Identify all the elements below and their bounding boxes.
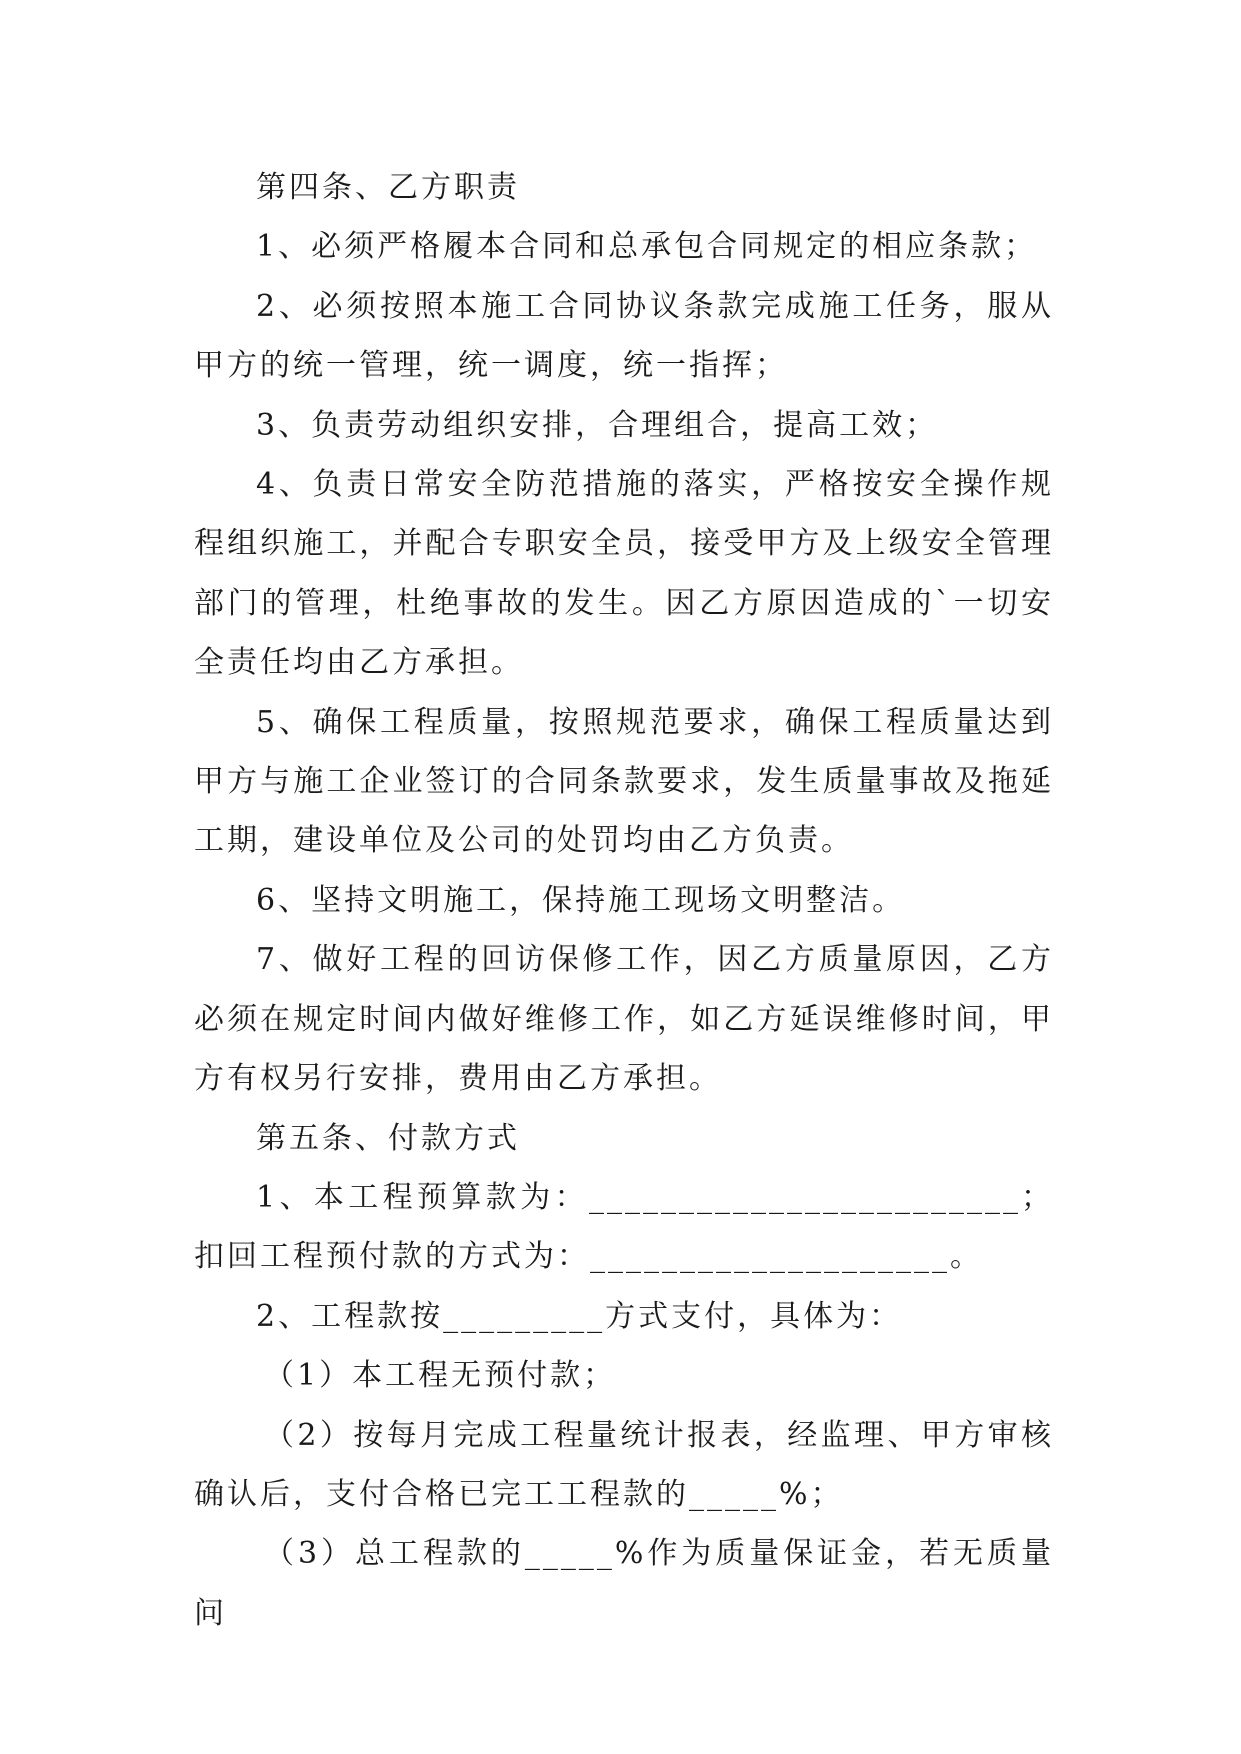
clause-paragraph: 2、必须按照本施工合同协议条款完成施工任务，服从甲方的统一管理，统一调度，统一指挥； — [194, 288, 1054, 384]
clause-paragraph: 3、负责劳动组织安排，合理组合，提高工效； — [256, 407, 939, 443]
sub-clause-paragraph: （1）本工程无预付款； — [264, 1358, 617, 1394]
section-heading-article-4: 第四条、乙方职责 — [256, 170, 520, 205]
clause-paragraph: 2、工程款按_________方式支付，具体为： — [256, 1298, 903, 1334]
clause-paragraph: 1、本工程预算款为：________________________；扣回工程预付款的方式为：____________________。 — [194, 1179, 1054, 1275]
clause-paragraph: 7、做好工程的回访保修工作，因乙方质量原因，乙方必须在规定时间内做好维修工作，如乙方延误维修时间，甲方有权另行安排，费用由乙方承担。 — [194, 942, 1054, 1097]
clause-paragraph: 6、坚持文明施工，保持施工现场文明整洁。 — [256, 882, 906, 918]
sub-clause-paragraph: （2）按每月完成工程量统计报表，经监理、甲方审核确认后，支付合格已完工工程款的_____%； — [194, 1417, 1054, 1512]
document-body — [194, 158, 1054, 1643]
sub-clause-paragraph: （3）总工程款的_____%作为质量保证金，若无质量问 — [194, 1536, 1054, 1631]
clause-paragraph: 5、确保工程质量，按照规范要求，确保工程质量达到甲方与施工企业签订的合同条款要求，发生质量事故及拖延工期，建设单位及公司的处罚均由乙方负责。 — [194, 704, 1054, 859]
section-heading-article-5: 第五条、付款方式 — [256, 1120, 520, 1156]
clause-paragraph: 4、负责日常安全防范措施的落实，严格按安全操作规程组织施工，并配合专职安全员，接受甲方及上级安全管理部门的管理，杜绝事故的发生。因乙方原因造成的`一切安全责任均由乙方承担。 — [194, 467, 1054, 681]
clause-paragraph: 1、必须严格履本合同和总承包合同规定的相应条款； — [256, 229, 1038, 265]
